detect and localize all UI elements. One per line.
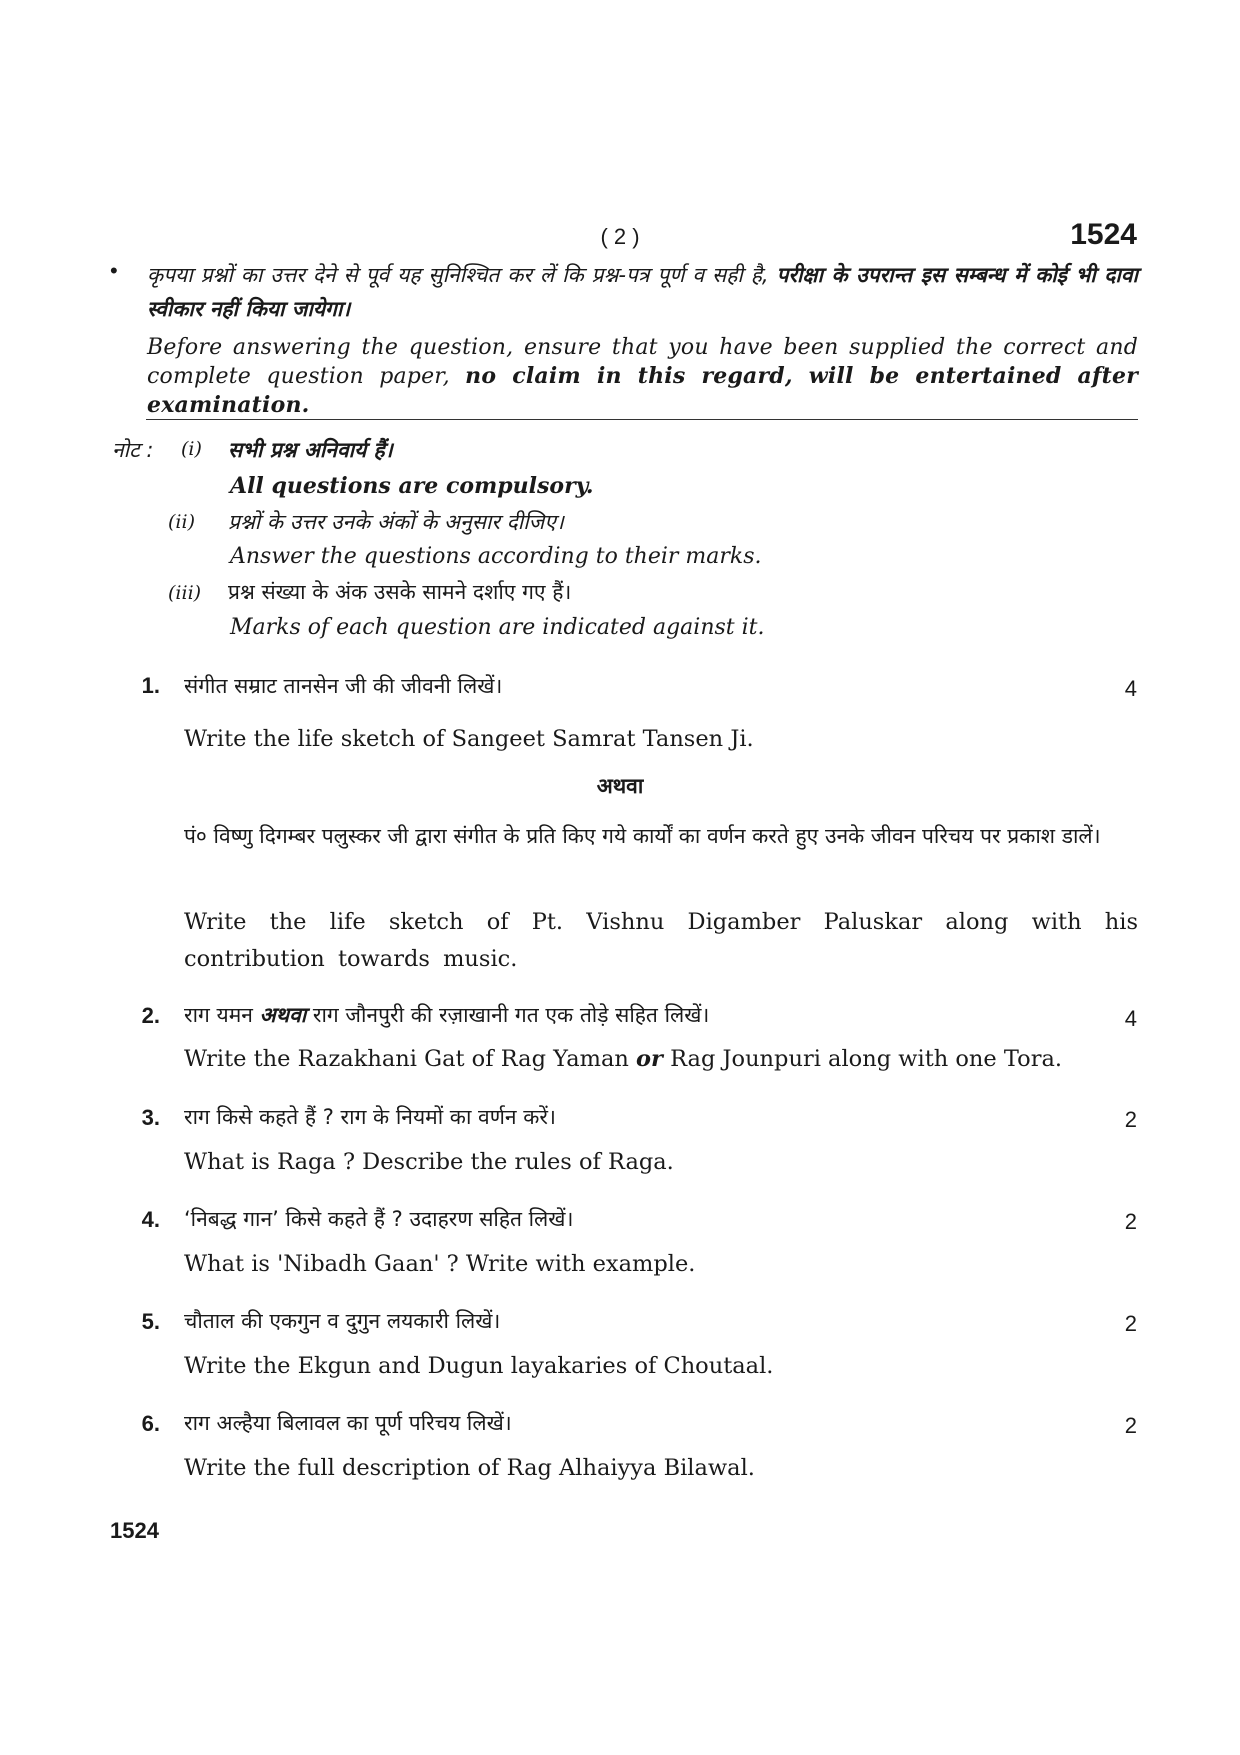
- note-label: नोट :: [112, 438, 154, 462]
- notice-hindi-text: कृपया प्रश्नों का उत्तर देने से पूर्व यह सुनिश्चित कर लें कि प्रश्न-पत्र पूर्ण व सही है,: [147, 263, 777, 287]
- question-1-marks: 4: [1124, 676, 1137, 701]
- question-6-number: 6.: [141, 1411, 160, 1436]
- paper-code-top: 1524: [1070, 218, 1137, 251]
- question-4-marks: 2: [1124, 1209, 1137, 1234]
- question-3-marks: 2: [1124, 1107, 1137, 1132]
- instruction-notice: [110, 258, 1138, 420]
- question-1-hindi: संगीत सम्राट तानसेन जी की जीवनी लिखें।: [184, 674, 503, 698]
- notice-english-text: Before answering the question, ensure that you have been supplied the correct and complete question paper,: [147, 335, 1138, 389]
- notice-hindi: [147, 258, 1138, 326]
- question-5-marks: 2: [1124, 1311, 1137, 1336]
- question-1-english: Write the life sketch of Sangeet Samrat Tansen Ji.: [184, 726, 754, 752]
- question-2-english-or: or: [636, 1046, 663, 1072]
- question-5-hindi: चौताल की एकगुन व दुगुन लयकारी लिखें।: [184, 1309, 501, 1333]
- question-5-number: 5.: [141, 1309, 160, 1334]
- notice-english-bold: no claim in this regard, will be entertained after examination.: [147, 363, 1138, 418]
- question-3-number: 3.: [141, 1105, 160, 1130]
- page-number: ( 2 ): [600, 224, 640, 249]
- note-num-1: (i): [181, 438, 202, 460]
- question-2-number: 2.: [141, 1003, 160, 1028]
- question-2-hindi-b: राग जौनपुरी की रज़ाखानी गत एक तोड़े सहित लिखें।: [306, 1003, 710, 1027]
- question-6-marks: 2: [1124, 1413, 1137, 1438]
- question-6-english: Write the full description of Rag Alhaiyya Bilawal.: [184, 1455, 755, 1481]
- question-2-hindi-a: राग यमन: [184, 1003, 260, 1027]
- question-1-alt-hindi: पं० विष्णु दिगम्बर पलुस्कर जी द्वारा संगीत के प्रति किए गये कार्यों का वर्णन करते हुए उनके जीवन परिचय पर प्रकाश डालें।: [184, 824, 1101, 848]
- note-hindi-3: प्रश्न संख्या के अंक उसके सामने दर्शाए गए हैं।: [228, 580, 572, 604]
- divider-line: [146, 419, 1138, 420]
- notice-bullet: •: [110, 258, 118, 283]
- question-3-english: What is Raga ? Describe the rules of Raga.: [184, 1149, 674, 1175]
- question-1-or: अथवा: [596, 774, 644, 798]
- notice-english: [147, 334, 1138, 420]
- question-3-hindi: राग किसे कहते हैं ? राग के नियमों का वर्णन करें।: [184, 1105, 556, 1129]
- question-2-hindi-or: अथवा: [259, 1003, 307, 1027]
- note-english-1: All questions are compulsory.: [230, 473, 594, 499]
- note-english-2: Answer the questions according to their marks.: [230, 544, 762, 569]
- question-2-english: [184, 1046, 1062, 1072]
- note-num-2: (ii): [168, 511, 195, 533]
- question-1-number: 1.: [141, 673, 160, 698]
- paper-code-bottom: 1524: [110, 1518, 159, 1543]
- question-2-hindi: [184, 1001, 709, 1029]
- note-hindi-1: सभी प्रश्न अनिवार्य हैं।: [228, 438, 393, 462]
- question-5-english: Write the Ekgun and Dugun layakaries of Choutaal.: [184, 1353, 774, 1379]
- question-2-marks: 4: [1124, 1006, 1137, 1031]
- question-4-english: What is 'Nibadh Gaan' ? Write with example.: [184, 1251, 696, 1277]
- question-2-english-b: Rag Jounpuri along with one Tora.: [662, 1046, 1063, 1072]
- note-num-3: (iii): [168, 582, 202, 604]
- question-4-number: 4.: [141, 1207, 160, 1232]
- note-english-3: Marks of each question are indicated against it.: [230, 615, 765, 640]
- note-hindi-2: प्रश्नों के उत्तर उनके अंकों के अनुसार दीजिए।: [228, 510, 564, 534]
- question-1-alt-english: Write the life sketch of Pt. Vishnu Digamber Paluskar along with his contribution towards music.: [184, 909, 1138, 972]
- notice-hindi-bold: परीक्षा के उपरान्त इस सम्बन्ध में कोई भी दावा स्वीकार नहीं किया जायेगा।: [147, 263, 1138, 321]
- question-4-hindi: ‘निबद्ध गान’ किसे कहते हैं ? उदाहरण सहित लिखें।: [184, 1207, 574, 1231]
- question-6-hindi: राग अल्हैया बिलावल का पूर्ण परिचय लिखें।: [184, 1411, 512, 1435]
- question-2-english-a: Write the Razakhani Gat of Rag Yaman: [184, 1046, 637, 1072]
